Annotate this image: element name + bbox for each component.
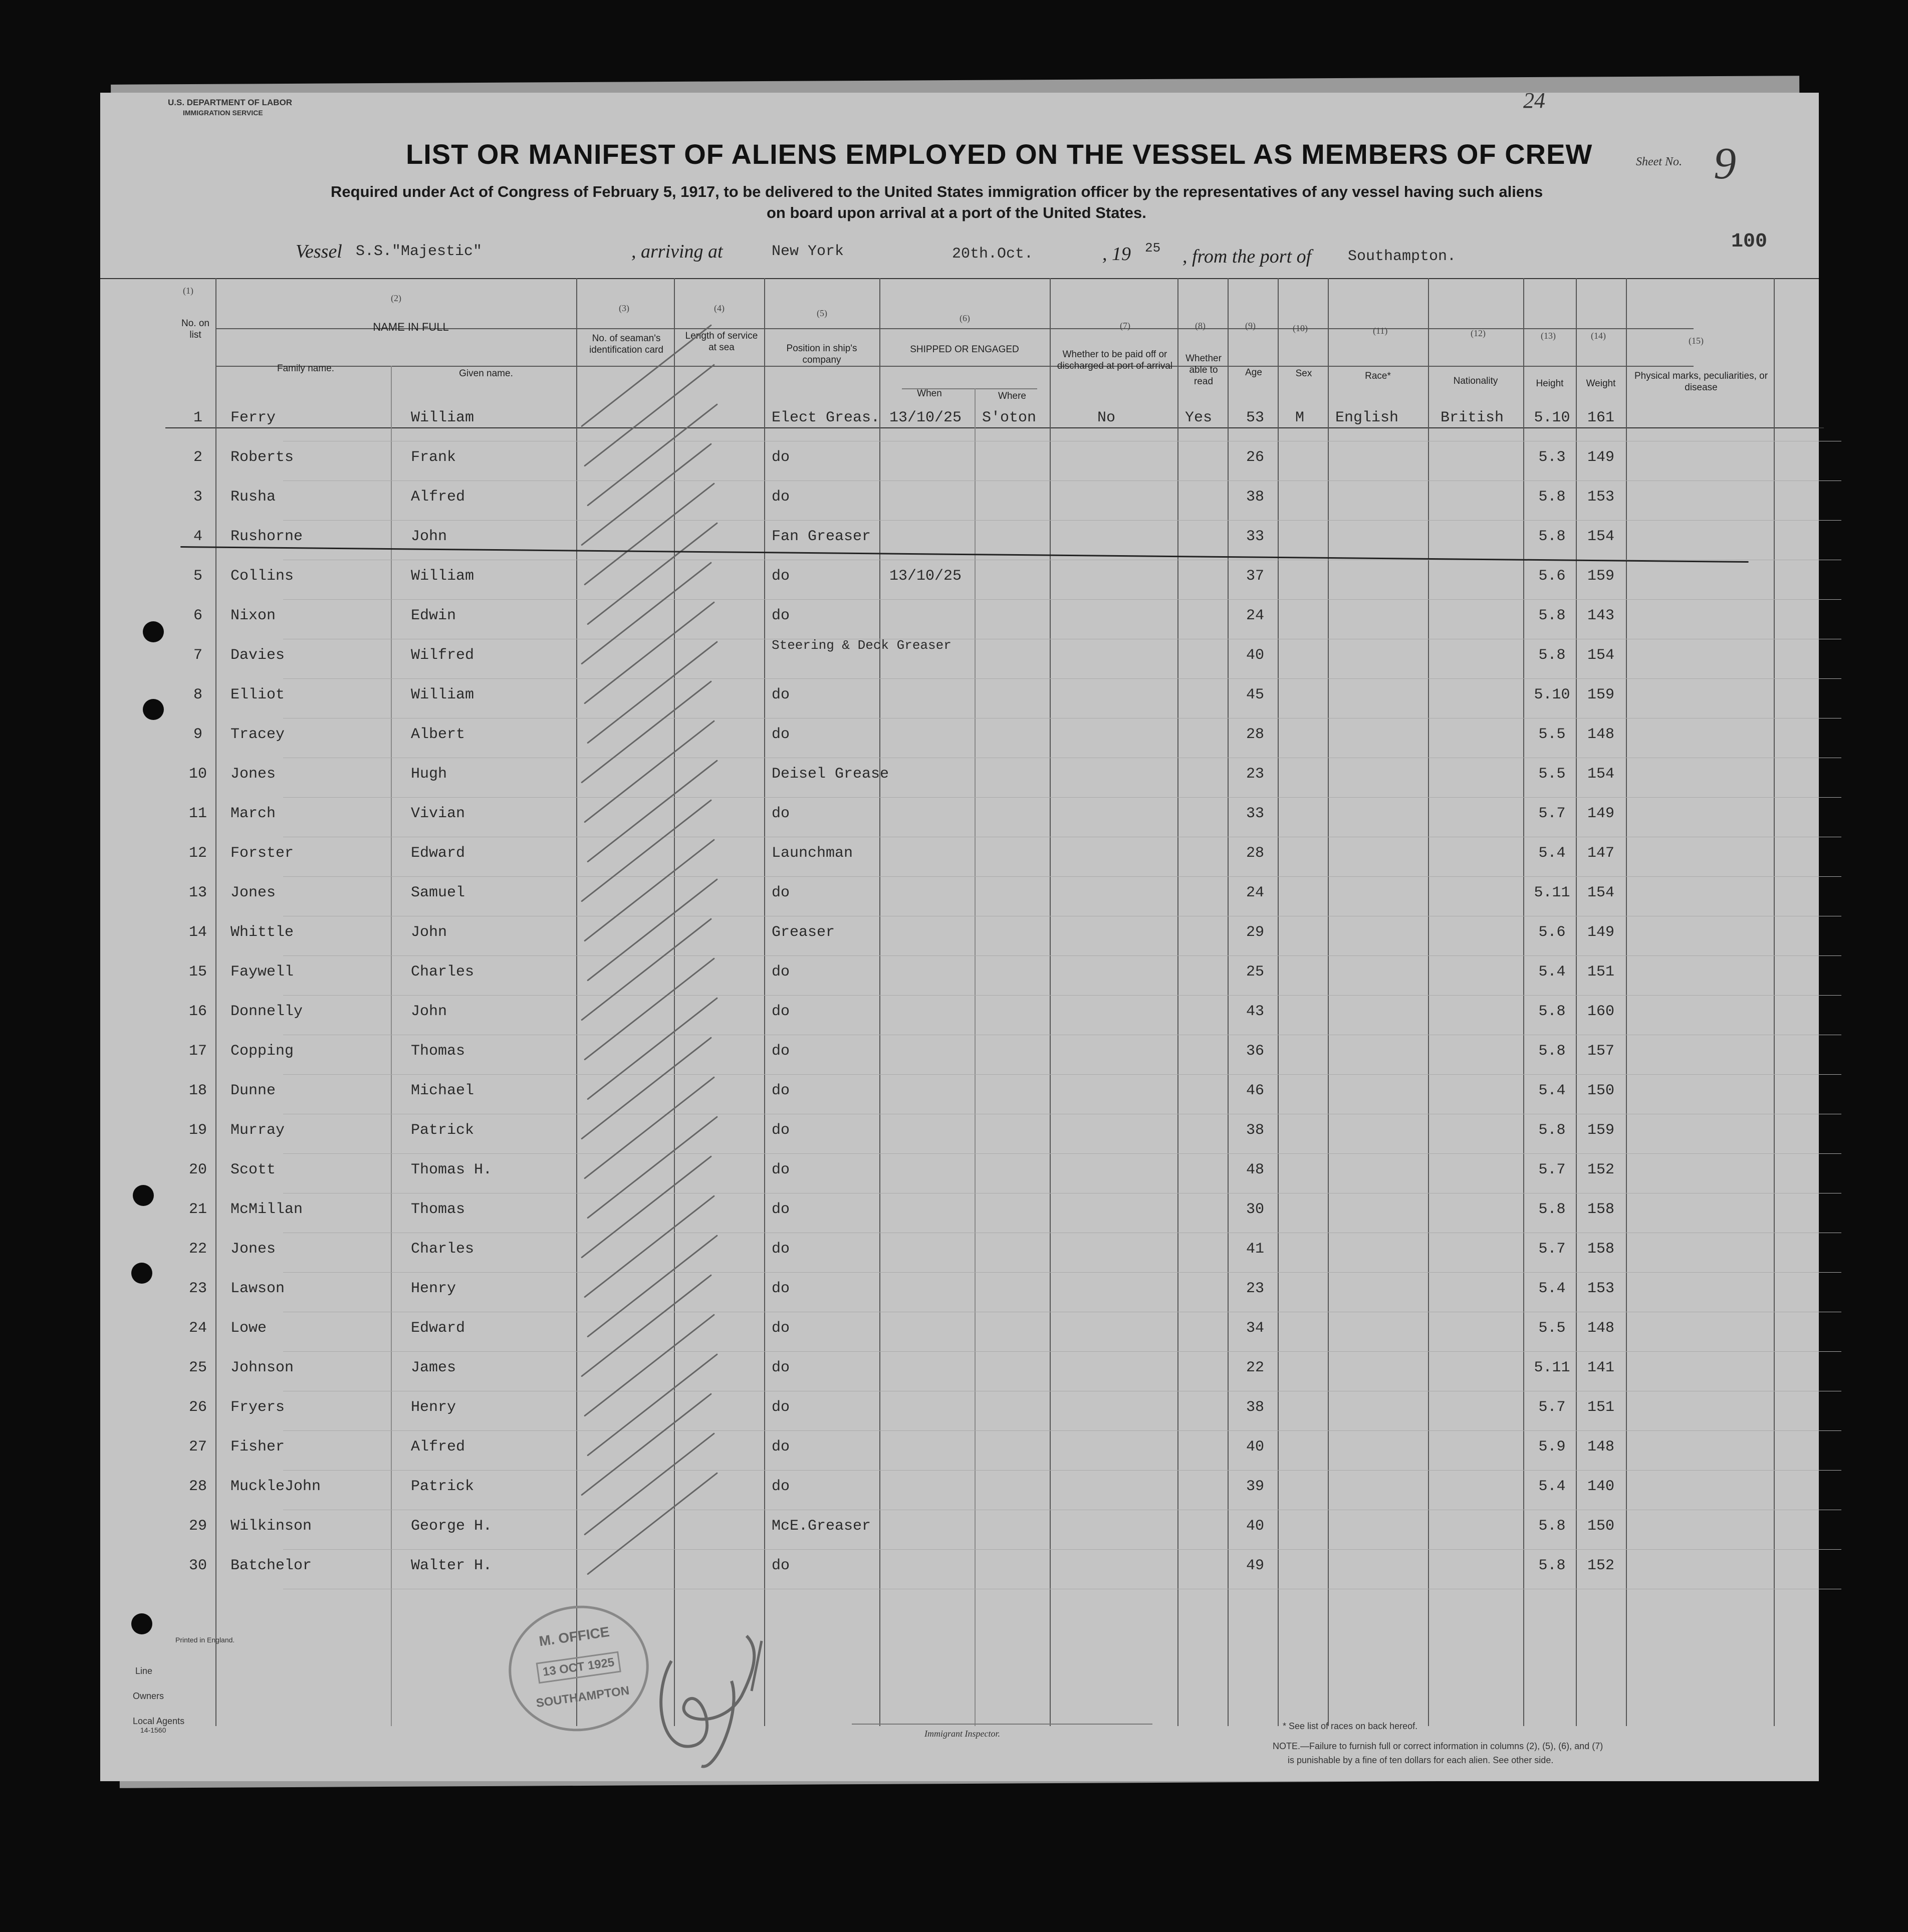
given-name-cell: Edward — [411, 845, 465, 862]
height-cell: 5.4 — [1538, 1082, 1566, 1099]
age-cell: 23 — [1246, 766, 1264, 783]
row-number-cell: 8 — [193, 686, 202, 703]
height-cell: 5.8 — [1538, 647, 1566, 664]
given-name-cell: Albert — [411, 726, 465, 743]
position-cell: do — [772, 1399, 790, 1416]
family-name-cell: March — [230, 805, 276, 822]
shipped-when-header: When — [917, 388, 942, 399]
weight-cell: 152 — [1587, 1161, 1614, 1178]
height-cell: 5.5 — [1538, 766, 1566, 783]
family-name-cell: Elliot — [230, 686, 285, 703]
binder-hole — [131, 1613, 152, 1634]
position-cell: do — [772, 1557, 790, 1574]
shipped-when-cell: 13/10/25 — [889, 568, 962, 585]
binder-hole — [143, 699, 164, 720]
weight-cell: 148 — [1587, 1438, 1614, 1456]
age-cell: 41 — [1246, 1241, 1264, 1258]
age-cell: 38 — [1246, 1122, 1264, 1139]
col-7-header: Whether to be paid off or discharged at port of arrival — [1057, 349, 1173, 371]
col-4-number: (4) — [714, 303, 725, 313]
position-cell: do — [772, 1438, 790, 1456]
height-cell: 5.7 — [1538, 1161, 1566, 1178]
height-cell: 5.8 — [1538, 528, 1566, 545]
year-prefix: , 19 — [1102, 244, 1131, 265]
given-name-cell: John — [411, 528, 447, 545]
footer-owners-label: Owners — [133, 1691, 164, 1701]
height-cell: 5.6 — [1538, 924, 1566, 941]
row-number-cell: 13 — [188, 884, 207, 901]
col-10-number: (10) — [1293, 323, 1308, 333]
col-3-number: (3) — [619, 303, 629, 313]
sheet-label: Sheet No. — [1636, 155, 1682, 168]
family-name-cell: Rusha — [230, 489, 276, 506]
family-name-cell: Fryers — [230, 1399, 285, 1416]
weight-cell: 149 — [1587, 449, 1614, 466]
given-name-cell: John — [411, 924, 447, 941]
sex-cell: M — [1295, 409, 1305, 426]
age-cell: 26 — [1246, 449, 1264, 466]
weight-cell: 149 — [1587, 805, 1614, 822]
given-name-cell: Henry — [411, 1399, 456, 1416]
row-number-cell: 30 — [188, 1557, 207, 1574]
given-name-header: Given name. — [459, 368, 513, 379]
position-cell: do — [772, 686, 790, 703]
given-name-cell: Patrick — [411, 1478, 474, 1495]
height-cell: 5.11 — [1534, 1359, 1570, 1376]
position-cell: do — [772, 1320, 790, 1337]
col-6-header: SHIPPED OR ENGAGED — [910, 344, 1019, 355]
age-cell: 24 — [1246, 884, 1264, 901]
height-cell: 5.5 — [1538, 726, 1566, 743]
family-name-cell: Jones — [230, 1241, 276, 1258]
sheet-number: 9 — [1714, 139, 1736, 188]
page-number: 100 — [1731, 230, 1768, 253]
note-line-2: is punishable by a fine of ten dollars for each alien. See other side. — [1288, 1755, 1554, 1765]
given-name-cell: Samuel — [411, 884, 465, 901]
given-name-cell: Walter H. — [411, 1557, 493, 1574]
departure-port: Southampton. — [1348, 248, 1457, 265]
stamp-bottom-text: SOUTHAMPTON — [535, 1683, 630, 1711]
position-cell: Fan Greaser — [772, 528, 871, 545]
col-13-header: Height — [1536, 378, 1564, 389]
family-name-cell: Davies — [230, 647, 285, 664]
height-cell: 5.4 — [1538, 1280, 1566, 1297]
weight-cell: 143 — [1587, 607, 1614, 624]
shipped-where-header: Where — [998, 391, 1026, 401]
given-name-cell: John — [411, 1003, 447, 1020]
col-4-header: Length of service at sea — [685, 331, 758, 353]
age-cell: 25 — [1246, 963, 1264, 981]
position-cell: do — [772, 489, 790, 506]
position-cell: do — [772, 884, 790, 901]
shipped-when-cell: 13/10/25 — [889, 409, 962, 426]
family-name-cell: Tracey — [230, 726, 285, 743]
age-cell: 28 — [1246, 726, 1264, 743]
given-name-cell: William — [411, 686, 474, 703]
paid-off-cell: No — [1097, 409, 1116, 426]
row-number-cell: 15 — [188, 963, 207, 981]
manifest-sheet — [100, 88, 1819, 1781]
weight-cell: 151 — [1587, 963, 1614, 981]
weight-cell: 159 — [1587, 1122, 1614, 1139]
row-number-cell: 22 — [188, 1241, 207, 1258]
age-cell: 28 — [1246, 845, 1264, 862]
col-1-header: No. on list — [181, 318, 209, 340]
position-cell: Launchman — [772, 845, 853, 862]
family-name-cell: Lowe — [230, 1320, 267, 1337]
row-number-cell: 25 — [188, 1359, 207, 1376]
given-name-cell: Alfred — [411, 489, 465, 506]
agency-line-2: IMMIGRATION SERVICE — [183, 109, 263, 117]
from-port-label: , from the port of — [1182, 246, 1312, 267]
position-cell: do — [772, 1082, 790, 1099]
row-number-cell: 24 — [188, 1320, 207, 1337]
weight-cell: 148 — [1587, 1320, 1614, 1337]
weight-cell: 159 — [1587, 686, 1614, 703]
col-8-header: Whether able to read — [1185, 353, 1222, 387]
row-number-cell: 2 — [193, 449, 202, 466]
age-cell: 37 — [1246, 568, 1264, 585]
given-name-cell: Charles — [411, 1241, 474, 1258]
age-cell: 40 — [1246, 1438, 1264, 1456]
height-cell: 5.8 — [1538, 1122, 1566, 1139]
arrival-port: New York — [772, 243, 844, 260]
col-1-number: (1) — [183, 286, 193, 296]
weight-cell: 160 — [1587, 1003, 1614, 1020]
able-to-read-cell: Yes — [1185, 409, 1213, 426]
weight-cell: 158 — [1587, 1201, 1614, 1218]
age-cell: 45 — [1246, 686, 1264, 703]
weight-cell: 151 — [1587, 1399, 1614, 1416]
height-cell: 5.8 — [1538, 1518, 1566, 1535]
position-cell: do — [772, 1122, 790, 1139]
age-cell: 40 — [1246, 647, 1264, 664]
col-13-number: (13) — [1541, 331, 1556, 341]
family-name-cell: McMillan — [230, 1201, 303, 1218]
col-6-number: (6) — [960, 313, 970, 323]
row-number-cell: 16 — [188, 1003, 207, 1020]
height-cell: 5.7 — [1538, 1399, 1566, 1416]
col-7-number: (7) — [1120, 321, 1130, 331]
family-name-cell: Johnson — [230, 1359, 294, 1376]
row-number-cell: 28 — [188, 1478, 207, 1495]
weight-cell: 154 — [1587, 528, 1614, 545]
row-number-cell: 19 — [188, 1122, 207, 1139]
position-cell: Greaser — [772, 924, 835, 941]
row-number-cell: 12 — [188, 845, 207, 862]
age-cell: 30 — [1246, 1201, 1264, 1218]
year-value: 25 — [1145, 240, 1161, 256]
row-number-cell: 20 — [188, 1161, 207, 1178]
vessel-name: S.S."Majestic" — [356, 243, 483, 260]
arriving-label: , arriving at — [631, 241, 723, 262]
row-number-cell: 11 — [188, 805, 207, 822]
binder-hole — [131, 1263, 152, 1284]
weight-cell: 141 — [1587, 1359, 1614, 1376]
position-cell: do — [772, 1003, 790, 1020]
vessel-label: Vessel — [296, 241, 342, 262]
height-cell: 5.8 — [1538, 1557, 1566, 1574]
age-cell: 29 — [1246, 924, 1264, 941]
row-number-cell: 17 — [188, 1043, 207, 1060]
position-cell: do — [772, 963, 790, 981]
family-name-cell: Batchelor — [230, 1557, 312, 1574]
given-name-cell: Edwin — [411, 607, 456, 624]
row-number-cell: 7 — [193, 647, 202, 664]
immigrant-inspector-label: Immigrant Inspector. — [924, 1729, 1000, 1739]
height-cell: 5.8 — [1538, 607, 1566, 624]
given-name-cell: Thomas H. — [411, 1161, 493, 1178]
family-name-cell: Copping — [230, 1043, 294, 1060]
corner-number: 24 — [1523, 88, 1545, 113]
height-cell: 5.8 — [1538, 1043, 1566, 1060]
family-name-cell: Rushorne — [230, 528, 303, 545]
row-number-cell: 1 — [193, 409, 202, 426]
weight-cell: 154 — [1587, 884, 1614, 901]
stamp-top-text: M. OFFICE — [538, 1623, 611, 1649]
col-10-header: Sex — [1295, 368, 1312, 379]
given-name-cell: George H. — [411, 1518, 493, 1535]
family-name-cell: Fisher — [230, 1438, 285, 1456]
footer-agents-code: 14-1560 — [140, 1726, 166, 1734]
height-cell: 5.8 — [1538, 489, 1566, 506]
height-cell: 5.6 — [1538, 568, 1566, 585]
manifest-title: LIST OR MANIFEST OF ALIENS EMPLOYED ON THE VESSEL AS MEMBERS OF CREW — [406, 138, 1593, 170]
height-cell: 5.9 — [1538, 1438, 1566, 1456]
shipped-where-cell: S'oton — [982, 409, 1037, 426]
position-cell: do — [772, 568, 790, 585]
row-number-cell: 29 — [188, 1518, 207, 1535]
row-number-cell: 23 — [188, 1280, 207, 1297]
position-cell: do — [772, 1478, 790, 1495]
col-5-number: (5) — [817, 308, 827, 318]
given-name-cell: Edward — [411, 1320, 465, 1337]
weight-cell: 150 — [1587, 1082, 1614, 1099]
subtitle-line-1: Required under Act of Congress of February 5, 1917, to be delivered to the United States immigration officer by the representatives of any vessel having such aliens — [331, 183, 1543, 200]
printed-in-england: Printed in England. — [175, 1636, 235, 1644]
given-name-cell: Vivian — [411, 805, 465, 822]
height-cell: 5.4 — [1538, 963, 1566, 981]
family-name-cell: Jones — [230, 884, 276, 901]
row-number-cell: 21 — [188, 1201, 207, 1218]
age-cell: 48 — [1246, 1161, 1264, 1178]
position-cell: do — [772, 1201, 790, 1218]
family-name-cell: Forster — [230, 845, 294, 862]
row-number-cell: 3 — [193, 489, 202, 506]
col-12-number: (12) — [1471, 328, 1486, 338]
row-number-cell: 18 — [188, 1082, 207, 1099]
height-cell: 5.8 — [1538, 1003, 1566, 1020]
height-cell: 5.5 — [1538, 1320, 1566, 1337]
weight-cell: 140 — [1587, 1478, 1614, 1495]
position-cell: do — [772, 1280, 790, 1297]
row-number-cell: 26 — [188, 1399, 207, 1416]
row-number-cell: 10 — [188, 766, 207, 783]
given-name-cell: Alfred — [411, 1438, 465, 1456]
col-3-header: No. of seaman's identification card — [589, 333, 663, 355]
col-11-number: (11) — [1373, 326, 1388, 336]
given-name-cell: Thomas — [411, 1201, 465, 1218]
family-name-cell: Lawson — [230, 1280, 285, 1297]
col-14-header: Weight — [1586, 378, 1616, 389]
height-cell: 5.7 — [1538, 1241, 1566, 1258]
position-cell: McE.Greaser — [772, 1518, 871, 1535]
age-cell: 39 — [1246, 1478, 1264, 1495]
weight-cell: 150 — [1587, 1518, 1614, 1535]
weight-cell: 147 — [1587, 845, 1614, 862]
weight-cell: 157 — [1587, 1043, 1614, 1060]
family-name-cell: Dunne — [230, 1082, 276, 1099]
family-name-cell: Jones — [230, 766, 276, 783]
family-name-cell: Whittle — [230, 924, 294, 941]
height-cell: 5.4 — [1538, 1478, 1566, 1495]
footer-agents-label: Local Agents — [133, 1716, 185, 1726]
row-number-cell: 4 — [193, 528, 202, 545]
binder-hole — [143, 621, 164, 642]
col-9-header: Age — [1245, 367, 1262, 378]
height-cell: 5.8 — [1538, 1201, 1566, 1218]
given-name-cell: James — [411, 1359, 456, 1376]
age-cell: 33 — [1246, 805, 1264, 822]
weight-cell: 149 — [1587, 924, 1614, 941]
col-5-header: Position in ship's company — [786, 343, 857, 365]
race-cell: English — [1335, 409, 1399, 426]
family-name-cell: Wilkinson — [230, 1518, 312, 1535]
given-name-cell: Thomas — [411, 1043, 465, 1060]
row-number-cell: 9 — [193, 726, 202, 743]
given-name-cell: William — [411, 409, 474, 426]
weight-cell: 148 — [1587, 726, 1614, 743]
given-name-cell: Frank — [411, 449, 456, 466]
height-cell: 5.10 — [1534, 409, 1570, 426]
height-cell: 5.7 — [1538, 805, 1566, 822]
family-name-cell: Murray — [230, 1122, 285, 1139]
age-cell: 36 — [1246, 1043, 1264, 1060]
given-name-cell: Henry — [411, 1280, 456, 1297]
col-9-number: (9) — [1245, 321, 1256, 331]
position-cell: Steering & Deck Greaser — [772, 638, 951, 653]
age-cell: 33 — [1246, 528, 1264, 545]
footer-line-label: Line — [135, 1666, 153, 1676]
position-cell: do — [772, 1241, 790, 1258]
position-cell: do — [772, 1043, 790, 1060]
age-cell: 34 — [1246, 1320, 1264, 1337]
inspector-signature — [641, 1621, 792, 1781]
position-cell: do — [772, 726, 790, 743]
age-cell: 43 — [1246, 1003, 1264, 1020]
family-name-cell: Donnelly — [230, 1003, 303, 1020]
col-2-number: (2) — [391, 293, 401, 303]
agency-line-1: U.S. DEPARTMENT OF LABOR — [168, 98, 293, 107]
col-15-header: Physical marks, peculiarities, or disease — [1634, 371, 1768, 393]
position-cell: do — [772, 1359, 790, 1376]
note-line-1: NOTE.—Failure to furnish full or correct information in columns (2), (5), (6), and (7) — [1273, 1741, 1603, 1751]
given-name-cell: William — [411, 568, 474, 585]
family-name-header: Family name. — [277, 363, 335, 374]
col-14-number: (14) — [1591, 331, 1606, 341]
weight-cell: 161 — [1587, 409, 1614, 426]
weight-cell: 152 — [1587, 1557, 1614, 1574]
given-name-cell: Charles — [411, 963, 474, 981]
arrival-date: 20th.Oct. — [952, 246, 1034, 263]
col-11-header: Race* — [1365, 371, 1391, 381]
family-name-cell: Faywell — [230, 963, 294, 981]
age-cell: 38 — [1246, 1399, 1264, 1416]
age-cell: 22 — [1246, 1359, 1264, 1376]
position-cell: do — [772, 607, 790, 624]
family-name-cell: Scott — [230, 1161, 276, 1178]
weight-cell: 154 — [1587, 647, 1614, 664]
row-number-cell: 5 — [193, 568, 202, 585]
family-name-cell: Roberts — [230, 449, 294, 466]
binder-hole — [133, 1185, 154, 1206]
given-name-cell: Wilfred — [411, 647, 474, 664]
height-cell: 5.10 — [1534, 686, 1570, 703]
col-15-number: (15) — [1689, 336, 1704, 346]
height-cell: 5.4 — [1538, 845, 1566, 862]
family-name-cell: Nixon — [230, 607, 276, 624]
family-name-cell: MuckleJohn — [230, 1478, 321, 1495]
weight-cell: 158 — [1587, 1241, 1614, 1258]
given-name-cell: Hugh — [411, 766, 447, 783]
position-cell: do — [772, 1161, 790, 1178]
col-2-header: NAME IN FULL — [373, 321, 449, 333]
family-name-cell: Collins — [230, 568, 294, 585]
row-number-cell: 14 — [188, 924, 207, 941]
weight-cell: 159 — [1587, 568, 1614, 585]
age-cell: 40 — [1246, 1518, 1264, 1535]
given-name-cell: Michael — [411, 1082, 474, 1099]
row-number-cell: 6 — [193, 607, 202, 624]
age-cell: 49 — [1246, 1557, 1264, 1574]
position-cell: do — [772, 805, 790, 822]
weight-cell: 154 — [1587, 766, 1614, 783]
position-cell: do — [772, 449, 790, 466]
stamp-date: 13 OCT 1925 — [536, 1651, 621, 1684]
age-cell: 24 — [1246, 607, 1264, 624]
age-cell: 53 — [1246, 409, 1264, 426]
height-cell: 5.3 — [1538, 449, 1566, 466]
height-cell: 5.11 — [1534, 884, 1570, 901]
subtitle-line-2: on board upon arrival at a port of the United States. — [767, 204, 1146, 221]
race-footnote: * See list of races on back hereof. — [1283, 1721, 1418, 1731]
age-cell: 23 — [1246, 1280, 1264, 1297]
family-name-cell: Ferry — [230, 409, 276, 426]
nationality-cell: British — [1441, 409, 1504, 426]
position-cell: Deisel Grease — [772, 766, 889, 783]
position-cell: Elect Greas. — [772, 409, 880, 426]
weight-cell: 153 — [1587, 489, 1614, 506]
age-cell: 38 — [1246, 489, 1264, 506]
row-number-cell: 27 — [188, 1438, 207, 1456]
given-name-cell: Patrick — [411, 1122, 474, 1139]
col-12-header: Nationality — [1453, 376, 1498, 386]
col-8-number: (8) — [1195, 321, 1206, 331]
weight-cell: 153 — [1587, 1280, 1614, 1297]
age-cell: 46 — [1246, 1082, 1264, 1099]
